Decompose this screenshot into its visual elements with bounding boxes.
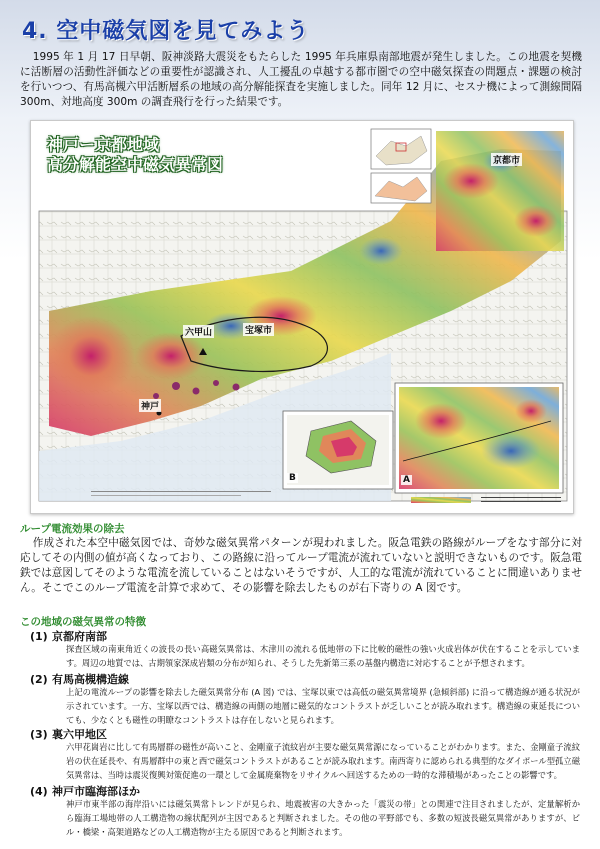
feature-item-1-text: 探査区域の南東角近くの波長の長い高磁気異常は、木津川の流れる低地帯の下に比較的磁性の強い火成岩体が伏在することを示しています。周辺の地質では、古期領家深成岩類の分布が知られ、そうした先新第三系の基盤内構造に対応することが予想されます。 [66,644,580,668]
feature-item-1-number: (1) [30,630,48,643]
label-takarazuka: 宝塚市 [243,323,274,336]
feature-item-4-number: (4) [30,785,48,798]
intro-paragraph: 1995 年 1 月 17 日早朝、阪神淡路大震災をもたらした 1995 年兵庫県南部地震が発生しました。この地震を契機に活断層の活動性評価などの重要性が認識され、人工擾乱の卓越する都市圏での空中磁気探査の問題点・課題の検討を行いつつ、有馬高槻六甲活断層系の地域の高分解能探査を実施しました。同年 12 月に、セスナ機によって測線間隔 300m、対地高度 300m の調査飛行を行った結果です。 [20,51,582,108]
map-title [47,135,223,175]
label-kyoto: 京都市 [491,153,522,166]
map-title-line2: 高分解能空中磁気異常図 [47,155,224,174]
features-section-heading: この地域の磁気異常の特徴 [20,616,146,628]
loop-section-heading: ループ電流効果の除去 [20,523,125,535]
feature-item-2-number: (2) [30,673,48,686]
magnetic-anomaly-map [30,120,574,514]
feature-item-3-text: 六甲花崗岩に比して有馬層群の磁性が高いこと、金剛童子流紋岩が主要な磁気異常源になっていることがわかります。また、金剛童子流紋岩の伏在延長や、有馬層群中の東と西で磁気コントラストがあることが読み取れます。南西寄りに認められる典型的なダイポール型孤立磁気異常は、当時は震災復興対策促進の一環として金属廃棄物をリサイクルへ回送するための一時的な滞積場があったことの影響です。 [66,742,580,780]
feature-item-4-title: 神戸市臨海部ほか [52,785,140,798]
label-rokko: 六甲山 [183,325,214,338]
feature-item-4-text: 神戸市東半部の海岸沿いには磁気異常トレンドが見られ、地震被害の大きかった「震災の帯」との関連で注目されましたが、定量解析から臨海工場地帯の人工構造物の線状配列が主因であると判断されました。その他の平野部でも、多数の短波長磁気異常がありますが、ビル・橋梁・高架道路などの人工構造物が主たる原因であると判断されます。 [66,799,580,837]
label-inset-a: A [403,475,410,485]
feature-item-3-number: (3) [30,728,48,741]
feature-item-3-title: 裏六甲地区 [52,728,107,741]
map-title-line1: 神戸ー京都地域 [47,135,160,154]
label-inset-b: B [289,473,296,483]
map-graphic [31,121,574,514]
feature-item-2-text: 上記の電流ループの影響を除去した磁気異常分布 (A 図) では、宝塚以東では高低の磁気異常境界 (急傾斜部) に沿って構造線が通る状況が示されています。一方、宝塚以西では、構造線の両側の地層に磁気的なコントラストが乏しいことが読み取れます。構造線の東延長についても、少なくとも磁性の明瞭なコントラストは存在しないと見られます。 [66,687,580,725]
label-kobe: 神戸 [139,399,161,412]
page-title: 4. 空中磁気図を見てみよう [22,19,310,44]
feature-item-2-title: 有馬高槻構造線 [52,673,129,686]
loop-paragraph: 作成された本空中磁気図では、奇妙な磁気異常パターンが現われました。阪急電鉄の路線がループをなす部分に対応してその内側の値が高くなっており、この路線に沿ってループ電流が流れていないと説明できないものです。阪急電鉄では意図してそのような電流を流していることはないそうですが、人工的な電流が流れていることに間違いありません。そこでこのループ電流を計算で求めて、その影響を除去したものが右下寄りの A 図です。 [20,537,582,594]
feature-item-1-title: 京都府南部 [52,630,107,643]
